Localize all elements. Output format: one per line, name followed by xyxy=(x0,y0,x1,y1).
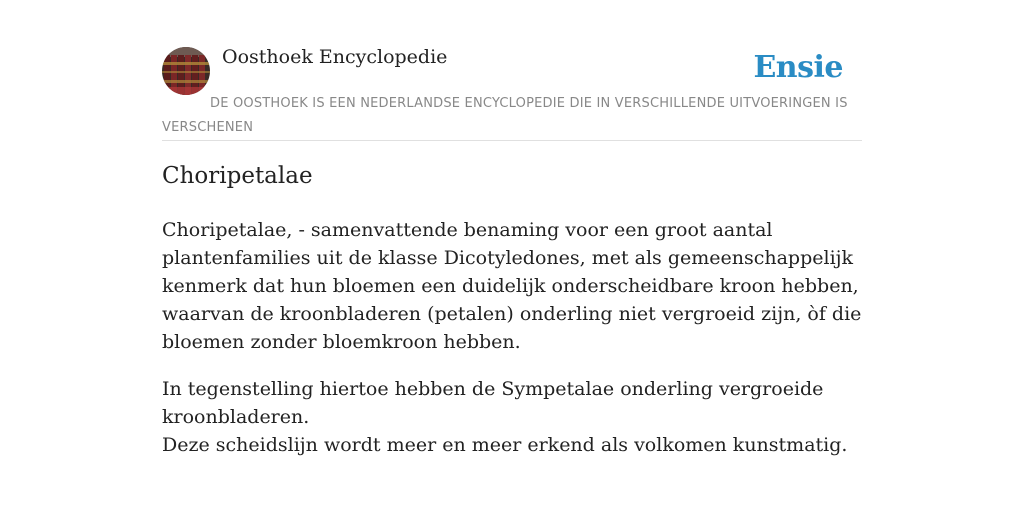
source-tagline: DE OOSTHOEK IS EEN NEDERLANDSE ENCYCLOPEDIE DIE IN VERSCHILLENDE UITVOERINGEN IS VERSCHENEN xyxy=(162,96,848,135)
article-paragraph-2-line-2: Deze scheidslijn wordt meer en meer erkend als volkomen kunstmatig. xyxy=(162,434,848,456)
source-avatar[interactable] xyxy=(162,47,210,95)
brand-logo[interactable]: Ensie xyxy=(753,50,843,85)
article-paragraph-2-line-1: In tegenstelling hiertoe hebben de Sympetalae onderling vergroeide kroonbladeren. xyxy=(162,378,824,428)
books-icon xyxy=(162,47,210,95)
article-paragraph-2 xyxy=(162,375,866,459)
header xyxy=(162,44,862,141)
source-name[interactable]: Oosthoek Encyclopedie xyxy=(222,46,448,68)
article-paragraph-1: Choripetalae, - samenvattende benaming voor een groot aantal plantenfamilies uit de klasse Dicotyledones, met als gemeenschappelijk kenmerk dat hun bloemen een duidelijk onderscheidbare kroon hebben, waarvan de kroonbladeren (petalen) onderling niet vergroeid zijn, òf die bloemen zonder bloemkroon hebben. xyxy=(162,219,862,353)
article-title: Choripetalae xyxy=(162,163,313,189)
article-body xyxy=(162,216,866,478)
